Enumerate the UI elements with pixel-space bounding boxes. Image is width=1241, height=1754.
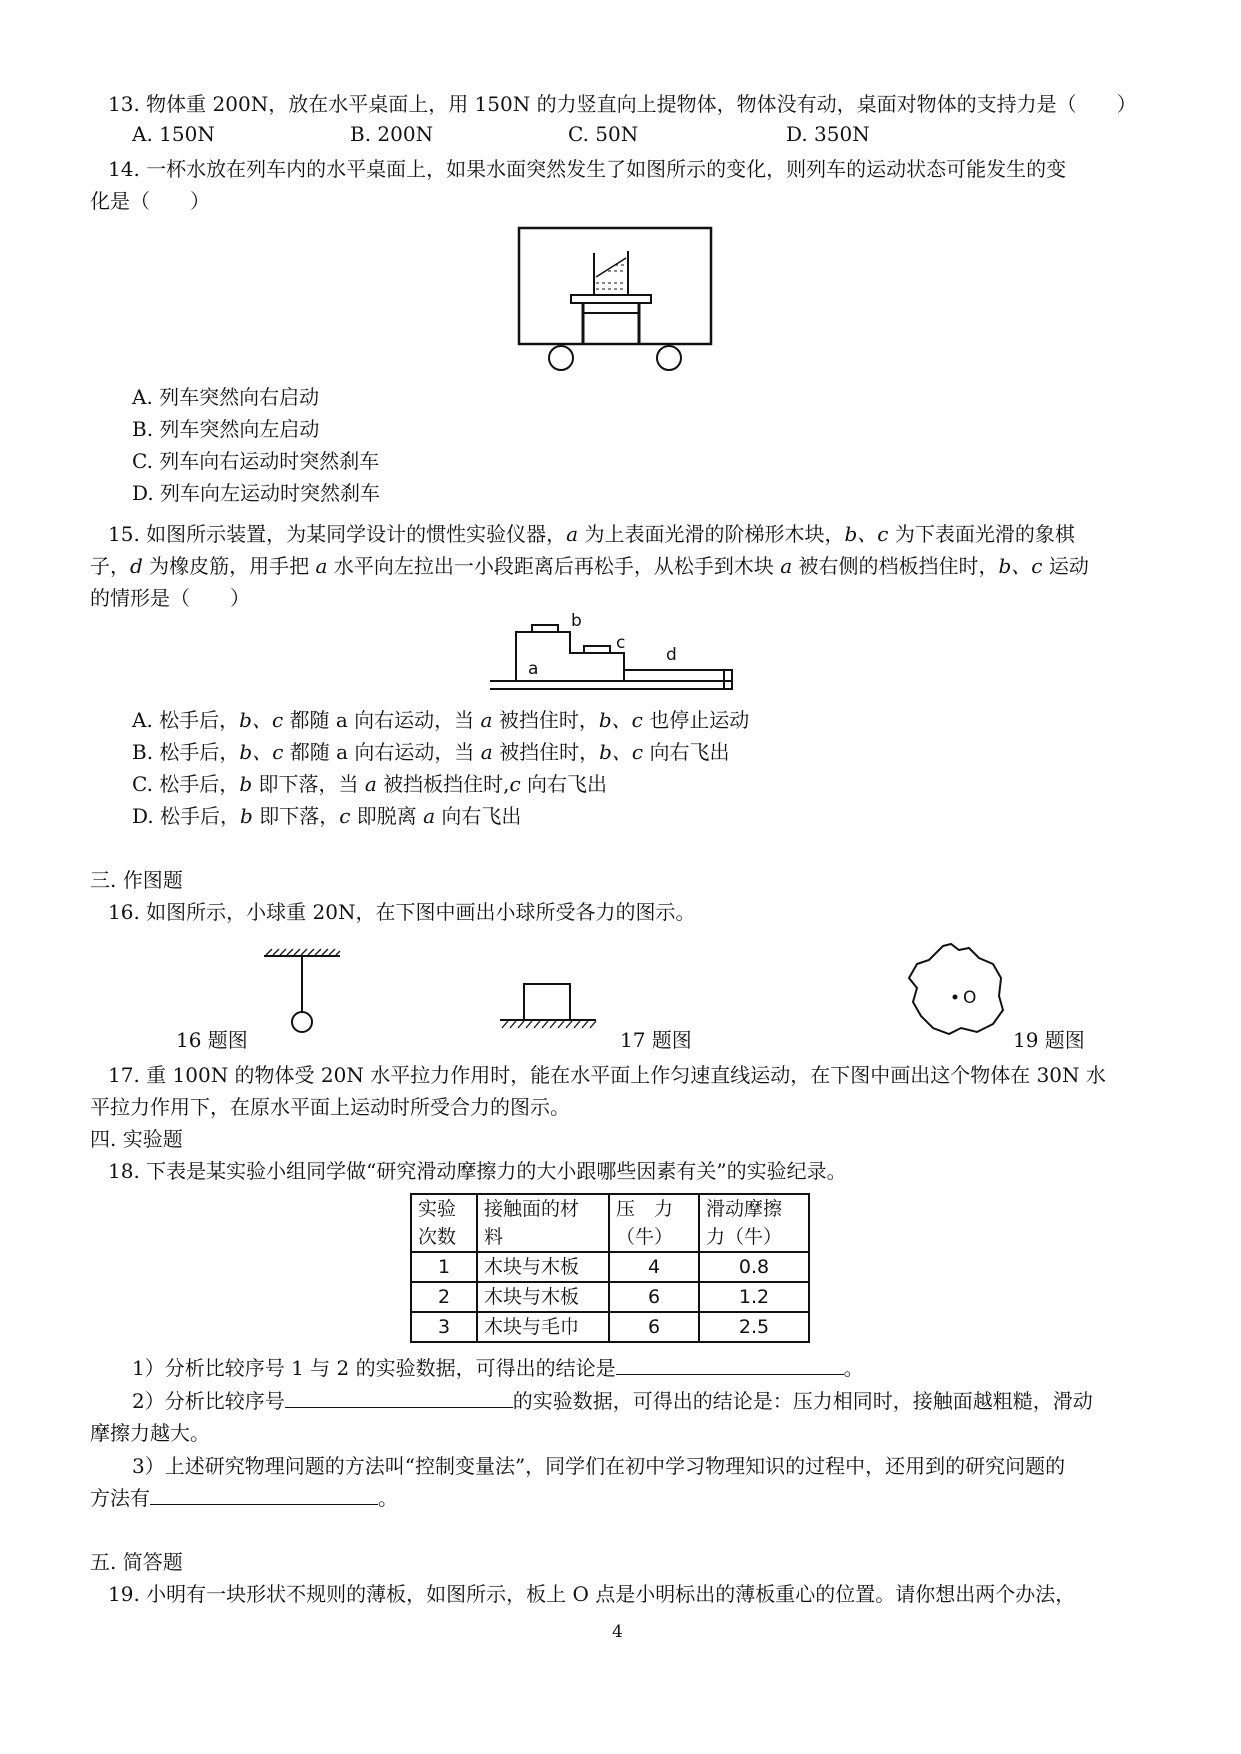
q18-sub2-line2: 摩擦力越大。 bbox=[90, 1421, 210, 1445]
table-row bbox=[411, 1282, 809, 1312]
answer-blank-1[interactable] bbox=[616, 1356, 844, 1375]
q19-stem: 19. 小明有一块形状不规则的薄板，如图所示，板上 O 点是小明标出的薄板重心的位置。请你想出两个办法， bbox=[108, 1582, 1076, 1606]
table-cell: 0.8 bbox=[699, 1252, 809, 1282]
table-cell: 木块与木板 bbox=[477, 1282, 609, 1312]
table-row bbox=[411, 1252, 809, 1282]
train-figure bbox=[515, 225, 715, 375]
q18-sub1: 1）分析比较序号 1 与 2 的实验数据，可得出的结论是 。 bbox=[132, 1356, 864, 1380]
q13-option-c: C. 50N bbox=[568, 122, 639, 146]
ball bbox=[292, 1012, 312, 1032]
answer-blank-2[interactable] bbox=[285, 1389, 513, 1408]
tilted-water-surface bbox=[596, 258, 626, 277]
fig17-block-on-floor bbox=[498, 982, 598, 1032]
label-a: a bbox=[528, 659, 539, 679]
chess-piece-b bbox=[532, 625, 558, 632]
q15-stem-line3: 的情形是（ ） bbox=[90, 586, 250, 610]
q14-option-b: B. 列车突然向左启动 bbox=[132, 417, 320, 441]
table-cell: 1 bbox=[411, 1252, 477, 1282]
table-top bbox=[571, 295, 651, 303]
q15-option-a: A. 松手后，b、c 都随 a 向右运动，当 a 被挡住时，b、c 也停止运动 bbox=[132, 708, 750, 732]
header-trial-number: 实验 次数 bbox=[411, 1194, 477, 1252]
header-contact-material: 接触面的材 料 bbox=[477, 1194, 609, 1252]
q14-option-c: C. 列车向右运动时突然刹车 bbox=[132, 449, 380, 473]
q13-option-b: B. 200N bbox=[350, 122, 434, 146]
q18-sub3-line1: 3）上述研究物理问题的方法叫“控制变量法”，同学们在初中学习物理知识的过程中，还用到的研究问题的 bbox=[132, 1454, 1066, 1478]
q15-stem-line2: 子，d 为橡皮筋，用手把 a 水平向左拉出一小段距离后再松手，从松手到木块 a 被右侧的档板挡住时，b、c 运动 bbox=[90, 554, 1089, 578]
wheel-right bbox=[657, 346, 681, 370]
q14-option-a: A. 列车突然向右启动 bbox=[132, 385, 320, 409]
answer-blank-3[interactable] bbox=[150, 1486, 378, 1505]
table-cell: 6 bbox=[609, 1312, 699, 1342]
table-cell: 1.2 bbox=[699, 1282, 809, 1312]
q13-option-d: D. 350N bbox=[786, 122, 870, 146]
table-cell: 4 bbox=[609, 1252, 699, 1282]
water-cup bbox=[594, 251, 628, 295]
page-number: 4 bbox=[612, 1622, 623, 1642]
table-cell: 木块与木板 bbox=[477, 1252, 609, 1282]
fig17-caption: 17 题图 bbox=[620, 1028, 692, 1052]
chess-piece-c bbox=[584, 646, 610, 653]
q18-sub3-line2: 方法有 。 bbox=[90, 1486, 398, 1510]
table-header-row bbox=[411, 1194, 809, 1252]
fig16-hanging-ball bbox=[262, 948, 342, 1038]
fig19-irregular-plate bbox=[903, 940, 1013, 1040]
q15-option-d: D. 松手后，b 即下落，c 即脱离 a 向右飞出 bbox=[132, 804, 522, 828]
label-c: c bbox=[616, 633, 626, 653]
q17-stem-line1: 17. 重 100N 的物体受 20N 水平拉力作用时，能在水平面上作匀速直线运动，在下图中画出这个物体在 30N 水 bbox=[108, 1063, 1106, 1087]
q15-stem-line1: 15. 如图所示装置，为某同学设计的惯性实验仪器，a 为上表面光滑的阶梯形木块，b、c 为下表面光滑的象棋 bbox=[108, 522, 1075, 546]
table-row bbox=[411, 1312, 809, 1342]
irregular-plate bbox=[909, 944, 1003, 1034]
label-b: b bbox=[571, 611, 582, 631]
fig19-caption: 19 题图 bbox=[1013, 1028, 1085, 1052]
q13-options bbox=[132, 122, 1004, 146]
table-cell: 3 bbox=[411, 1312, 477, 1342]
fig16-caption: 16 题图 bbox=[176, 1028, 248, 1052]
header-pressure: 压 力 （牛） bbox=[609, 1194, 699, 1252]
inertia-apparatus-figure bbox=[488, 608, 738, 693]
header-friction: 滑动摩擦 力（牛） bbox=[699, 1194, 809, 1252]
q17-stem-line2: 平拉力作用下，在原水平面上运动时所受合力的图示。 bbox=[90, 1095, 570, 1119]
label-d: d bbox=[666, 645, 677, 665]
end-stop-plate bbox=[724, 670, 732, 689]
q14-option-d: D. 列车向左运动时突然刹车 bbox=[132, 481, 381, 505]
q15-option-c: C. 松手后，b 即下落，当 a 被挡板挡住时,c 向右飞出 bbox=[132, 772, 608, 796]
experiment-table bbox=[410, 1193, 810, 1343]
q18-sub2: 2）分析比较序号 的实验数据，可得出的结论是：压力相同时，接触面越粗糙，滑动 bbox=[132, 1389, 1093, 1413]
train-car-body bbox=[519, 228, 711, 344]
section-4-title: 四. 实验题 bbox=[90, 1127, 183, 1151]
q16-stem: 16. 如图所示，小球重 20N，在下图中画出小球所受各力的图示。 bbox=[108, 900, 696, 924]
table-cell: 2 bbox=[411, 1282, 477, 1312]
point-o-label: O bbox=[963, 988, 977, 1008]
table-cell: 2.5 bbox=[699, 1312, 809, 1342]
q13-stem: 13. 物体重 200N，放在水平桌面上，用 150N 的力竖直向上提物体，物体没有动，桌面对物体的支持力是（ ） bbox=[108, 92, 1137, 116]
block bbox=[524, 984, 570, 1020]
q14-stem-line1: 14. 一杯水放在列车内的水平桌面上，如果水面突然发生了如图所示的变化，则列车的运动状态可能发生的变 bbox=[108, 157, 1067, 181]
section-5-title: 五. 简答题 bbox=[90, 1550, 183, 1574]
q13-option-a: A. 150N bbox=[132, 122, 215, 146]
q14-stem-line2: 化是（ ） bbox=[90, 189, 210, 213]
table-cell: 6 bbox=[609, 1282, 699, 1312]
table-cell: 木块与毛巾 bbox=[477, 1312, 609, 1342]
section-3-title: 三. 作图题 bbox=[90, 868, 183, 892]
center-of-gravity-dot bbox=[953, 995, 958, 1000]
wheel-left bbox=[549, 346, 573, 370]
q15-option-b: B. 松手后，b、c 都随 a 向右运动，当 a 被挡住时，b、c 向右飞出 bbox=[132, 740, 730, 764]
q18-stem: 18. 下表是某实验小组同学做“研究滑动摩擦力的大小跟哪些因素有关”的实验纪录。 bbox=[108, 1159, 847, 1183]
experiment-table-wrapper bbox=[410, 1193, 810, 1343]
